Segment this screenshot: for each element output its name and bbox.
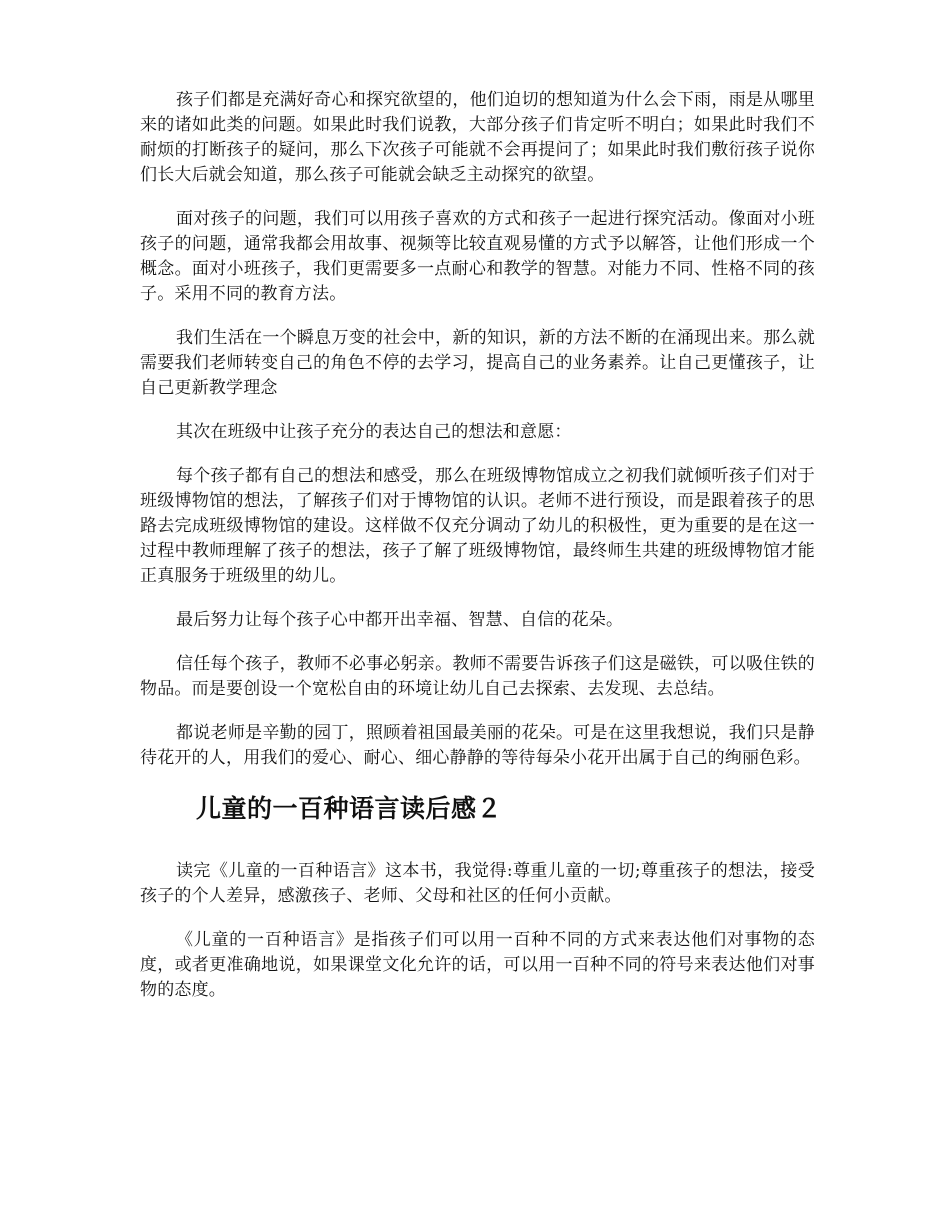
paragraph-gardener: 都说老师是辛勤的园丁，照顾着祖国最美丽的花朵。可是在这里我想说，我们只是静待花开的人，用我们的爱心、耐心、细心静静的等待每朵小花开出属于自己的绚丽色彩。: [140, 723, 815, 768]
paragraph-class-museum: 每个孩子都有自己的想法和感受，那么在班级博物馆成立之初我们就倾听孩子们对于班级博物馆的想法，了解孩子们对于博物馆的认识。老师不进行预设，而是跟着孩子的思路去完成班级博物馆的建设。这样做不仅充分调动了幼儿的积极性，更为重要的是在这一过程中教师理解了孩子的想法，孩子了解了班级博物馆，最终师生共建的班级博物馆才能正真服务于班级里的幼儿。: [140, 466, 815, 586]
document-page: [140, 88, 815, 1022]
paragraph-trust: 信任每个孩子，教师不必事必躬亲。教师不需要告诉孩子们这是磁铁，可以吸住铁的物品。而是要创设一个宽松自由的环境让幼儿自己去探索、去发现、去总结。: [140, 654, 815, 699]
paragraph-answering-questions: 面对孩子的问题，我们可以用孩子喜欢的方式和孩子一起进行探究活动。像面对小班孩子的问题，通常我都会用故事、视频等比较直观易懂的方式予以解答，让他们形成一个概念。面对小班孩子，我们更需要多一点耐心和教学的智慧。对能力不同、性格不同的孩子。采用不同的教育方法。: [140, 209, 815, 304]
paragraph-express-ideas: 其次在班级中让孩子充分的表达自己的想法和意愿：: [176, 422, 572, 442]
paragraph-after-reading: 读完《儿童的一百种语言》这本书，我觉得:尊重儿童的一切;尊重孩子的想法，接受孩子的个人差异，感激孩子、老师、父母和社区的任何小贡献。: [140, 861, 815, 906]
section-heading: 儿童的一百种语言读后感２: [196, 794, 503, 823]
paragraph-flowers: 最后努力让每个孩子心中都开出幸福、智慧、自信的花朵。: [176, 610, 624, 630]
paragraph-hundred-languages: 《儿童的一百种语言》是指孩子们可以用一百种不同的方式来表达他们对事物的态度，或者更准确地说，如果课堂文化允许的话，可以用一百种不同的符号来表达他们对事物的态度。: [140, 930, 815, 1000]
paragraph-curiosity: 孩子们都是充满好奇心和探究欲望的，他们迫切的想知道为什么会下雨，雨是从哪里来的诸如此类的问题。如果此时我们说教，大部分孩子们肯定听不明白；如果此时我们不耐烦的打断孩子的疑问，那么下次孩子可能就不会再提问了；如果此时我们敷衍孩子说你们长大后就会知道，那么孩子可能就会缺乏主动探究的欲望。: [140, 90, 815, 185]
paragraph-keep-learning: 我们生活在一个瞬息万变的社会中，新的知识，新的方法不断的在涌现出来。那么就需要我们老师转变自己的角色不停的去学习，提高自己的业务素养。让自己更懂孩子，让自己更新教学理念: [140, 328, 815, 398]
